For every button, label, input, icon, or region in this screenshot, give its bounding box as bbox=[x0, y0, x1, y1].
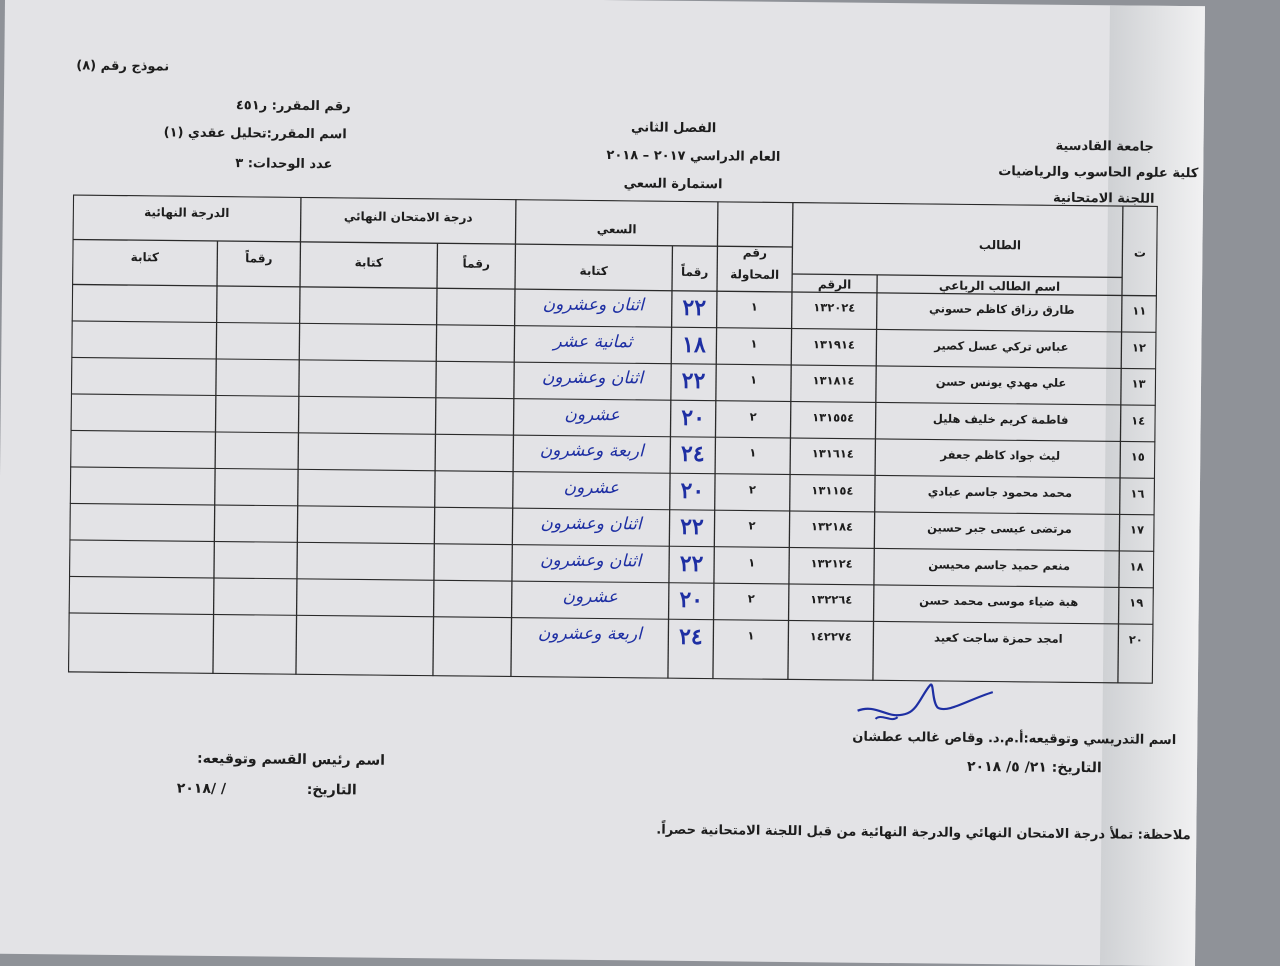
row-student-name: منعم حميد جاسم محيسن bbox=[928, 557, 1071, 573]
row-student-name: محمد محمود جاسم عبادي bbox=[927, 484, 1073, 500]
row-effort-digits: ١٨ bbox=[681, 331, 706, 358]
row-student-id: ١٤٢٢٧٤ bbox=[809, 628, 853, 644]
row-student-id: ١٣١٩١٤ bbox=[812, 336, 856, 352]
row-effort-words: عشرون bbox=[563, 477, 620, 498]
row-student-name: فاطمة كريم خليف هليل bbox=[932, 411, 1069, 427]
grades-table bbox=[68, 194, 1158, 683]
row-student-id: ١٣٢٢٦٤ bbox=[810, 592, 853, 607]
row-divider bbox=[70, 430, 1155, 441]
row-attempt: ١ bbox=[747, 628, 755, 643]
row-attempt: ٢ bbox=[748, 518, 756, 533]
header-final-exam: درجة الامتحان النهائي bbox=[343, 209, 473, 225]
row-effort-digits: ٢٢ bbox=[680, 514, 704, 541]
header-final-grade: الدرجة النهائية bbox=[144, 205, 230, 221]
row-seq: ١٢ bbox=[1131, 340, 1147, 355]
row-effort-digits: ٢٤ bbox=[678, 623, 703, 650]
row-effort-words: اثنان وعشرون bbox=[539, 550, 642, 572]
row-student-name: علي مهدي يونس حسن bbox=[935, 374, 1067, 391]
row-divider bbox=[70, 467, 1155, 478]
header-exam-digits: رقماً bbox=[462, 256, 490, 271]
row-divider bbox=[70, 503, 1155, 514]
form-title: استمارة السعي bbox=[623, 176, 723, 193]
row-effort-digits: ٢٢ bbox=[679, 550, 704, 577]
row-seq: ١٦ bbox=[1130, 486, 1145, 501]
row-effort-words: اربعة وعشرون bbox=[539, 440, 644, 462]
row-attempt: ١ bbox=[748, 555, 756, 570]
row-student-name: هبة ضياء موسى محمد حسن bbox=[919, 593, 1079, 610]
row-student-id: ١٣١٨١٤ bbox=[812, 373, 855, 388]
row-seq: ٢٠ bbox=[1128, 632, 1143, 647]
head-date-value: / /٢٠١٨ bbox=[176, 780, 227, 798]
college-name: كلية علوم الحاسوب والرياضيات bbox=[998, 164, 1199, 182]
row-attempt: ١ bbox=[749, 445, 757, 460]
header-attempt: رقم المحاولة bbox=[730, 245, 780, 282]
row-effort-words: اثنان وعشرون bbox=[541, 367, 644, 389]
row-attempt: ١ bbox=[750, 299, 758, 314]
header-effort-digits: رقماً bbox=[680, 264, 709, 280]
university-name: جامعة القادسية bbox=[1055, 138, 1154, 155]
head-of-department-label: اسم رئيس القسم وتوقيعه: bbox=[196, 750, 386, 769]
row-divider bbox=[71, 357, 1156, 368]
row-effort-digits: ٢٠ bbox=[679, 587, 704, 614]
form-number: نموذج رقم (٨) bbox=[76, 58, 170, 75]
row-attempt: ١ bbox=[750, 336, 758, 351]
row-effort-digits: ٢٢ bbox=[681, 368, 706, 395]
row-seq: ١٥ bbox=[1130, 449, 1145, 464]
row-seq: ١٩ bbox=[1129, 595, 1144, 610]
teacher-date: التاريخ: ٢١/ ٥/ ٢٠١٨ bbox=[966, 758, 1102, 777]
row-divider bbox=[69, 540, 1154, 551]
row-student-name: ليث جواد كاظم جعفر bbox=[940, 447, 1061, 464]
row-seq: ١٤ bbox=[1131, 413, 1146, 428]
row-seq: ١٧ bbox=[1129, 522, 1145, 537]
row-student-name: مرتضى عيسى جبر حسين bbox=[927, 520, 1072, 537]
academic-year: العام الدراسي ٢٠١٧ – ٢٠١٨ bbox=[606, 148, 781, 165]
row-divider bbox=[72, 321, 1157, 332]
head-date-label: التاريخ: bbox=[306, 781, 357, 799]
row-student-id: ١٣٢١٢٤ bbox=[810, 555, 853, 571]
row-attempt: ٢ bbox=[748, 482, 756, 497]
row-effort-words: اثنان وعشرون bbox=[540, 513, 642, 535]
row-student-name: طارق رزاق كاظم حسوني bbox=[928, 301, 1075, 318]
row-student-id: ١٣١٦١٤ bbox=[811, 446, 854, 461]
row-effort-words: اربعة وعشرون bbox=[537, 623, 642, 645]
row-seq: ١١ bbox=[1132, 303, 1147, 318]
teacher-name-signature: اسم التدريسي وتوقيعه:أ.م.د. وقاص غالب عطشان bbox=[852, 729, 1177, 749]
header-effort: السعي bbox=[596, 221, 637, 237]
row-student-id: ١٣١١٥٤ bbox=[811, 482, 854, 498]
semester: الفصل الثاني bbox=[631, 120, 717, 137]
header-exam-words: كتابة bbox=[354, 255, 383, 270]
row-divider bbox=[69, 576, 1154, 587]
row-student-name: امجد حمزة ساجت كعيد bbox=[934, 630, 1063, 646]
committee-name: اللجنة الامتحانية bbox=[1052, 190, 1155, 207]
header-student-name: اسم الطالب الرباعي bbox=[938, 278, 1061, 294]
header-seq: ت bbox=[1133, 245, 1147, 260]
row-attempt: ٢ bbox=[747, 591, 755, 606]
note: ملاحظة: تملأ درجة الامتحان النهائي والدرجة النهائية من قبل اللجنة الامتحانية حصراً. bbox=[656, 822, 1191, 844]
row-attempt: ٢ bbox=[749, 409, 757, 424]
row-effort-words: عشرون bbox=[562, 586, 619, 608]
header-grade-digits: رقماً bbox=[245, 251, 273, 266]
header-student-id: الرقم bbox=[817, 277, 852, 292]
row-seq: ١٨ bbox=[1129, 559, 1144, 574]
row-effort-digits: ٢٠ bbox=[680, 477, 705, 504]
row-divider bbox=[69, 613, 1154, 624]
row-effort-words: عشرون bbox=[564, 404, 620, 425]
row-effort-digits: ٢٤ bbox=[680, 441, 705, 468]
row-effort-words: ثمانية عشر bbox=[553, 331, 633, 353]
row-divider bbox=[71, 394, 1156, 405]
header-effort-words: كتابة bbox=[579, 263, 608, 279]
row-student-id: ١٣٢٠٢٤ bbox=[813, 300, 856, 315]
row-student-id: ١٣٢١٨٤ bbox=[810, 519, 854, 534]
row-effort-digits: ٢٢ bbox=[682, 295, 707, 322]
course-name: اسم المقرر:تحليل عقدي (١) bbox=[163, 125, 347, 143]
course-units: عدد الوحدات: ٣ bbox=[235, 156, 333, 173]
course-code: رقم المقرر: ر٤٥١ bbox=[235, 98, 351, 115]
row-effort-digits: ٢٠ bbox=[681, 404, 706, 431]
row-attempt: ١ bbox=[749, 372, 758, 387]
header-student: الطالب bbox=[978, 237, 1022, 253]
row-effort-words: اثنان وعشرون bbox=[542, 294, 645, 316]
row-student-name: عباس تركي عسل كصير bbox=[934, 338, 1069, 354]
row-student-id: ١٣١٥٥٤ bbox=[812, 409, 855, 425]
row-seq: ١٣ bbox=[1131, 376, 1146, 391]
header-grade-words: كتابة bbox=[130, 250, 159, 265]
teacher-signature bbox=[847, 663, 1008, 735]
